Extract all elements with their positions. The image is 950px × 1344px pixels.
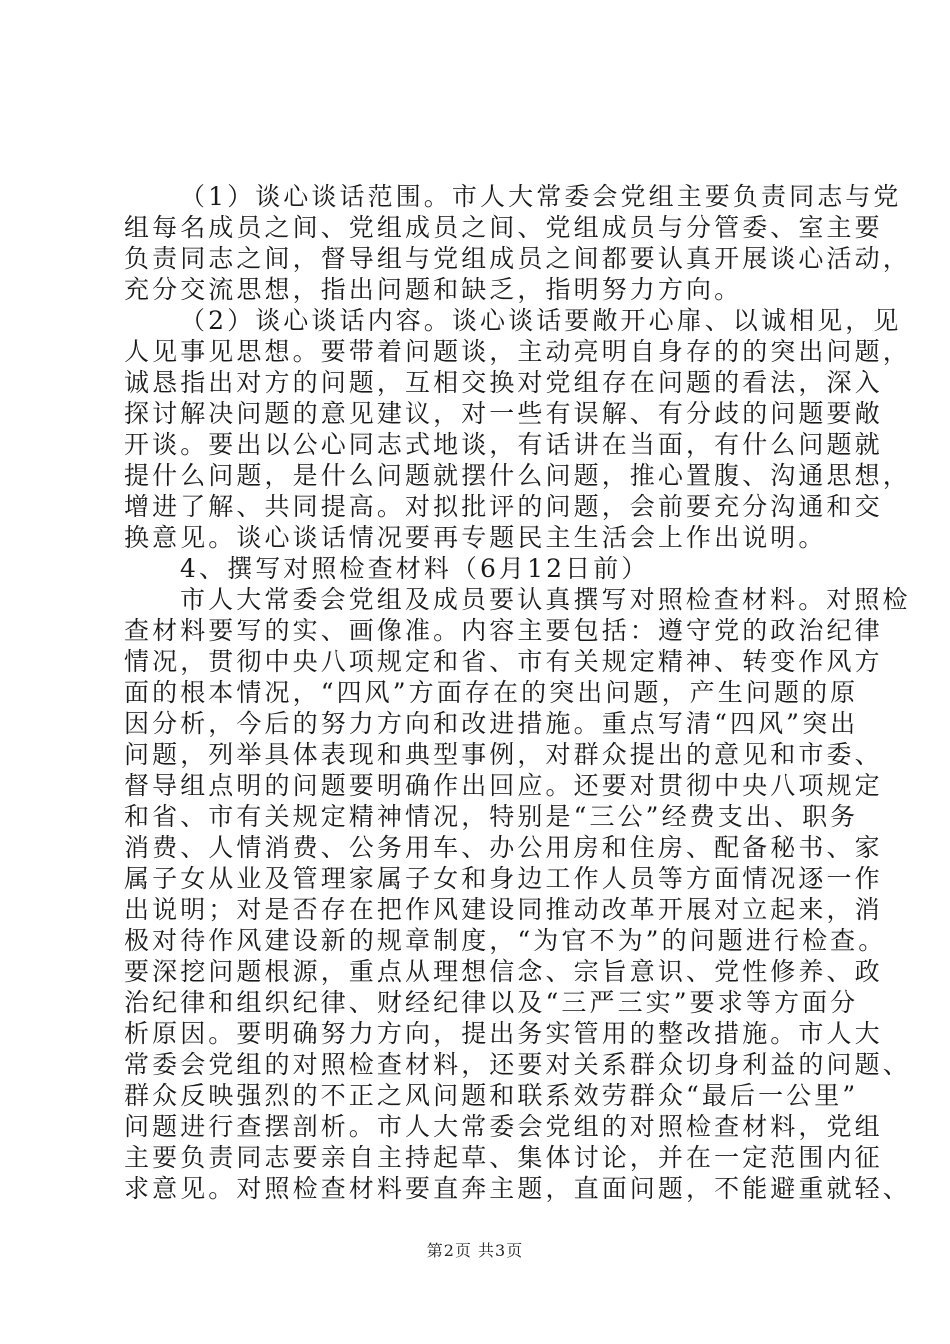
paragraph-line: 求意见。对照检查材料要直奔主题，直面问题，不能避重就轻、: [124, 1174, 911, 1203]
document-body: [124, 181, 911, 1204]
paragraph-line: 属子女从业及管理家属子女和身边工作人员等方面情况逐一作: [124, 864, 883, 893]
paragraph-line: 探讨解决问题的意见建议，对一些有误解、有分歧的问题要敞: [124, 399, 883, 428]
paragraph-line: 治纪律和组织纪律、财经纪律以及“三严三实”要求等方面分: [124, 988, 859, 1017]
paragraph-line: 开谈。要出以公心同志式地谈，有话讲在当面，有什么问题就: [124, 430, 883, 459]
paragraph-line: 因分析，今后的努力方向和改进措施。重点写清“四风”突出: [124, 709, 859, 738]
paragraph-line: 市人大常委会党组及成员要认真撰写对照检查材料。对照检: [180, 585, 911, 614]
paragraph-line: 诚恳指出对方的问题，互相交换对党组存在问题的看法，深入: [124, 368, 883, 397]
paragraph-line: 群众反映强烈的不正之风问题和联系效劳群众“最后一公里”: [124, 1081, 859, 1110]
paragraph-line: 提什么问题，是什么问题就摆什么问题，推心置腹、沟通思想，: [124, 461, 911, 490]
paragraph-line: 要深挖问题根源，重点从理想信念、宗旨意识、党性修养、政: [124, 957, 883, 986]
paragraph-line: 主要负责同志要亲自主持起草、集体讨论，并在一定范围内征: [124, 1143, 883, 1172]
paragraph-line: （1）谈心谈话范围。市人大常委会党组主要负责同志与党: [180, 182, 902, 211]
paragraph-line: 人见事见思想。要带着问题谈，主动亮明自身存的的突出问题，: [124, 337, 911, 366]
paragraph-line: 查材料要写的实、画像准。内容主要包括：遵守党的政治纪律: [124, 616, 883, 645]
paragraph-line: 面的根本情况，“四风”方面存在的突出问题，产生问题的原: [124, 678, 859, 707]
paragraph-line: 和省、市有关规定精神情况，特别是“三公”经费支出、职务: [124, 802, 859, 831]
page-number-footer: 第2页 共3页: [426, 1241, 524, 1260]
paragraph-line: 负责同志之间，督导组与党组成员之间都要认真开展谈心活动，: [124, 244, 911, 273]
paragraph-line: 消费、人情消费、公务用车、办公用房和住房、配备秘书、家: [124, 833, 883, 862]
paragraph-line: （2）谈心谈话内容。谈心谈话要敞开心扉、以诚相见，见: [180, 306, 902, 335]
paragraph-line: 情况，贯彻中央八项规定和省、市有关规定精神、转变作风方: [124, 647, 883, 676]
section-heading: 4、撰写对照检查材料（6月12日前）: [180, 554, 650, 583]
paragraph-line: 组每名成员之间、党组成员之间、党组成员与分管委、室主要: [124, 213, 883, 242]
paragraph-line: 问题进行查摆剖析。市人大常委会党组的对照检查材料，党组: [124, 1112, 883, 1141]
paragraph-line: 析原因。要明确努力方向，提出务实管用的整改措施。市人大: [124, 1019, 883, 1048]
paragraph-line: 极对待作风建设新的规章制度，“为官不为”的问题进行检查。: [124, 926, 887, 955]
paragraph-line: 问题，列举具体表现和典型事例，对群众提出的意见和市委、: [124, 740, 883, 769]
paragraph-line: 增进了解、共同提高。对拟批评的问题，会前要充分沟通和交: [124, 492, 883, 521]
paragraph-line: 充分交流思想，指出问题和缺乏，指明努力方向。: [124, 275, 743, 304]
paragraph-line: 出说明；对是否存在把作风建设同推动改革开展对立起来，消: [124, 895, 883, 924]
paragraph-line: 常委会党组的对照检查材料，还要对关系群众切身利益的问题、: [124, 1050, 911, 1079]
paragraph-line: 换意见。谈心谈话情况要再专题民主生活会上作出说明。: [124, 523, 827, 552]
paragraph-line: 督导组点明的问题要明确作出回应。还要对贯彻中央八项规定: [124, 771, 883, 800]
